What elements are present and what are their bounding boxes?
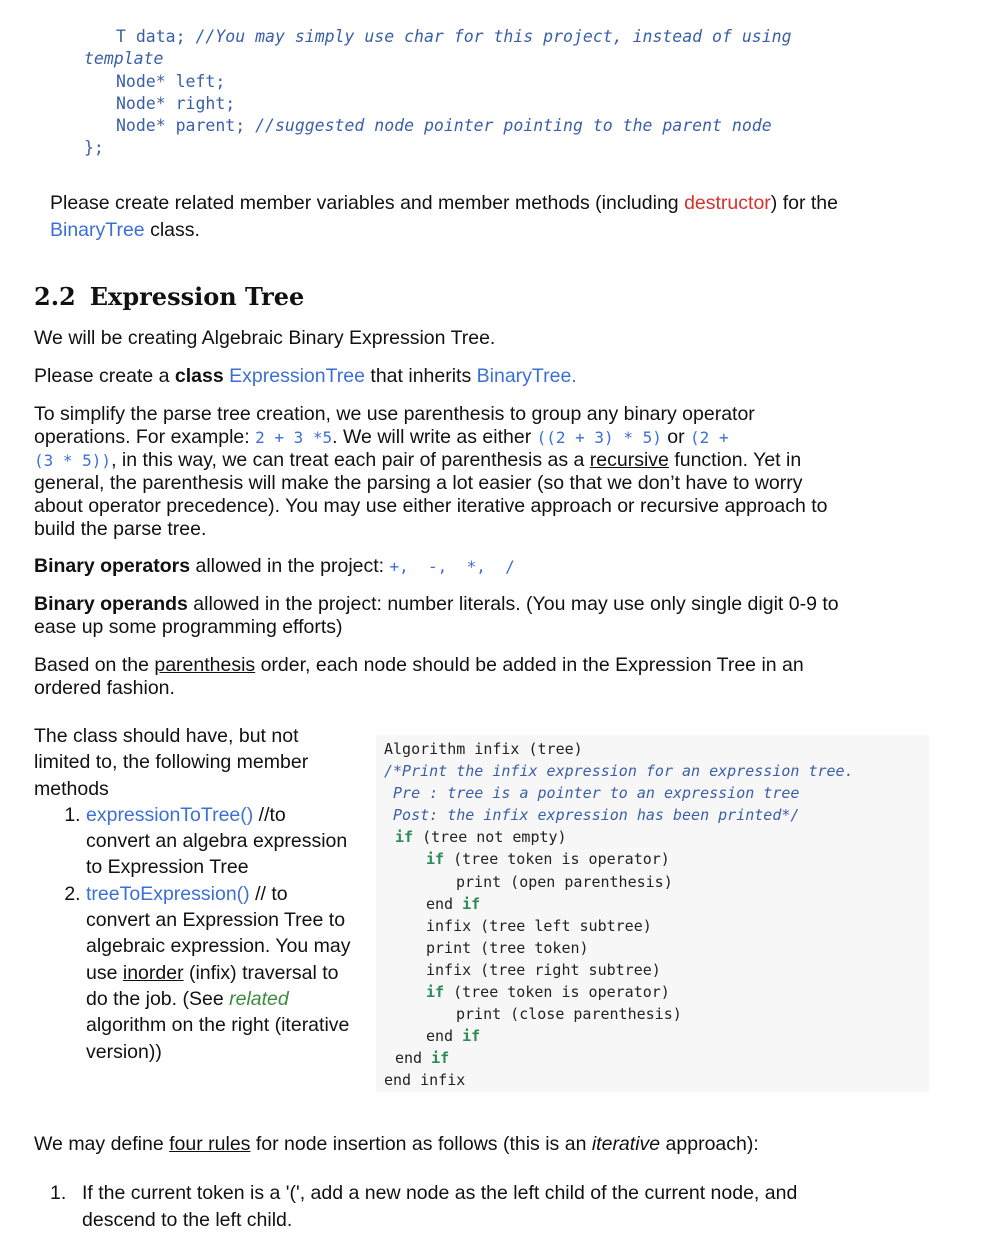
rule-text: If the current token is a '(', add a new node as the left child of the current node, and [82,1182,798,1204]
class-keyword: class [174,365,224,387]
binarytree-term: BinaryTree [50,219,145,241]
algo-line [376,1025,929,1047]
algo-keyword: if [426,983,445,1002]
example-expression: (2 + [690,428,729,447]
para-text: operations. For example: [34,426,256,448]
para-text: approach): [660,1133,759,1155]
algo-keyword: if [462,1027,481,1046]
methods-intro-line: The class should have, but not [34,725,299,747]
algo-text: end [426,1027,463,1046]
algo-line [376,826,929,848]
paragraph-1: We will be creating Algebraic Binary Expression Tree. [34,327,496,349]
algo-keyword: if [462,894,481,913]
intro-text: ) for the [770,192,838,214]
operators-list: +, -, *, / [389,557,515,576]
algo-text: (tree not empty) [413,828,567,847]
para-line [34,449,934,472]
code-comment: //suggested node pointer pointing to the parent node [255,116,772,136]
list-number: 1. [50,1182,67,1204]
paragraph-2 [34,365,577,388]
para-text: . We will write as either [332,426,537,448]
method-description: //to convert an algebra expression to Expression Tree [86,803,348,879]
destructor-term: destructor [684,192,771,214]
code-line [84,115,944,137]
algo-line: end infix [384,1071,466,1090]
example-expression: ((2 + 3) * 5) [536,428,662,447]
para-text: or [661,426,691,448]
method-description: (infix) traversal to do the job. (See [86,961,339,1010]
para-text: for node insertion as follows (this is an [250,1133,592,1155]
section-title: Expression Tree [89,282,305,311]
rules-intro [34,1133,759,1156]
section-number: 2.2 [34,282,76,311]
parenthesis-term: parenthesis [154,654,256,676]
algo-keyword: if [431,1049,450,1068]
code-line: template [84,49,164,69]
method-name: expressionToTree() [86,803,254,826]
para-text: allowed in the project: [190,555,390,577]
order-paragraph [34,654,934,700]
rule-text: descend to the left child. [82,1209,293,1231]
algo-text: end [395,1049,432,1068]
code-text: Node* parent; [116,116,256,136]
paragraph-3 [34,403,934,541]
para-text: We may define [34,1133,170,1155]
algo-line: print (close parenthesis) [456,1005,682,1024]
methods-intro-line: methods [34,777,109,800]
algo-line: Algorithm infix (tree) [384,740,583,758]
binarytree-term: BinaryTree. [476,365,577,387]
para-text: allowed in the project: number literals. (You may use only single digit 0-9 to [187,593,839,615]
code-line: Node* left; [116,71,226,91]
para-text: order, each node should be added in the Expression Tree in an [255,654,804,676]
methods-list-section [34,723,354,1065]
algo-text: (tree token is operator) [444,850,670,869]
algo-line: print (open parenthesis) [456,872,673,891]
operators-line [34,555,515,578]
code-comment: //You may simply use char for this project, instead of using [195,27,792,46]
para-line [34,593,934,616]
example-expression: 2 + 3 *5 [255,428,333,447]
recursive-term: recursive [589,449,669,471]
para-line: ordered fashion. [34,677,175,699]
algo-line [376,893,929,915]
list-item [50,1180,950,1207]
para-text: Based on the [34,654,155,676]
algo-text: end [426,894,463,913]
algo-line: infix (tree right subtree) [426,960,661,979]
methods-intro-line: limited to, the following member [34,751,309,774]
algo-comment-line: Pre : tree is a pointer to an expression tree [384,784,800,803]
algo-line [376,1047,929,1069]
operators-label: Binary operators [34,555,191,577]
operands-paragraph [34,593,934,639]
code-line: }; [84,138,104,158]
inorder-term: inorder [122,961,184,984]
method-description: // to convert an Expression Tree to algebraic expression. You may use [86,882,351,984]
iterative-term: iterative [591,1133,661,1155]
methods-list [34,802,354,1065]
intro-text: class. [144,219,200,241]
method-description: algorithm on the right (iterative version)) [86,1014,350,1063]
code-line [84,26,944,48]
para-line: general, the parenthesis will make the parsing a lot easier (so that we don’t have to worry [34,472,803,494]
para-line: about operator precedence). You may use either iterative approach or recursive approach to [34,495,828,517]
expressiontree-term: ExpressionTree [229,365,365,387]
para-line [34,426,934,449]
intro-paragraph [50,190,930,244]
intro-text: Please create related member variables and member methods (including [50,192,685,214]
algo-comment-line: /*Print the infix expression for an expression tree. [384,762,854,781]
para-text: Please create a [34,365,175,387]
para-line: ease up some programming efforts) [34,616,343,638]
algo-comment-line: Post: the infix expression has been printed*/ [384,806,800,825]
infix-algorithm-block [376,735,929,1092]
algo-keyword: if [426,850,445,869]
list-item [86,802,354,881]
para-line: To simplify the parse tree creation, we use parenthesis to group any binary operator [34,403,755,425]
struct-code-block [84,26,944,160]
rules-list [50,1180,950,1234]
related-term: related [229,987,289,1010]
algo-keyword: if [395,828,414,847]
method-name: treeToExpression() [86,882,250,905]
list-item [86,881,354,1065]
algo-line: print (tree token) [426,938,589,957]
para-text: that inherits [365,365,477,387]
section-heading [34,282,304,311]
para-line [34,654,934,677]
code-text: T data; [116,27,196,46]
para-text: , in this way, we can treat each pair of parenthesis as a [111,449,590,471]
para-text: function. Yet in [668,449,802,471]
code-line: Node* right; [116,93,236,113]
algo-line [376,848,929,870]
algo-text: (tree token is operator) [444,983,670,1002]
algo-line: infix (tree left subtree) [426,916,652,935]
operands-label: Binary operands [34,593,188,615]
para-line: build the parse tree. [34,518,207,540]
four-rules-term: four rules [169,1133,251,1155]
example-expression: (3 * 5)) [34,451,112,470]
algo-line [376,981,929,1003]
